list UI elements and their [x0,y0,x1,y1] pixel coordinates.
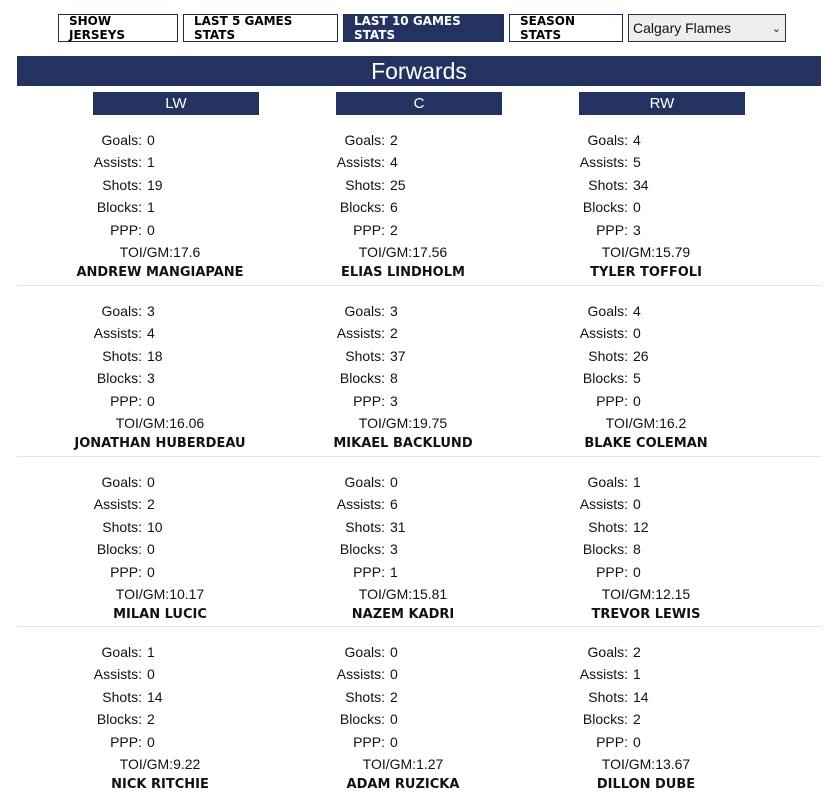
stat-label: Blocks: [96,370,142,387]
stat-row-toi [282,583,524,605]
stat-row-assists [282,151,524,173]
stat-value: 0 [390,711,398,728]
stat-label: Blocks: [96,541,142,558]
stat-row-ppp [282,561,524,583]
stat-row-ppp [39,561,281,583]
stat-row-assists [39,322,281,344]
stat-label: PPP: [110,563,142,580]
player-card [39,129,281,300]
stat-row-goals [39,300,281,322]
stat-value: 0 [147,392,155,409]
team-select[interactable] [628,14,786,42]
stat-label: Blocks: [582,370,628,387]
stat-row-ppp [39,390,281,412]
stat-label: PPP: [353,221,385,238]
player-card [282,641,524,812]
stat-label: Shots: [102,347,142,364]
stat-label: Goals: [101,132,142,148]
line-divider [17,456,821,457]
player-card [39,471,281,642]
stat-row-goals [282,641,524,663]
stat-row-shots [39,516,281,538]
stat-value: 0 [147,666,155,683]
stat-label: PPP: [110,733,142,750]
stat-row-toi [525,412,767,434]
stat-label: Assists: [93,666,142,683]
stat-value: 2 [633,711,641,728]
stat-value: 1 [147,154,155,171]
stat-row-goals [39,471,281,493]
stat-row-ppp [525,390,767,412]
stat-row-blocks [39,367,281,389]
stat-value: 8 [633,541,641,558]
stat-label: TOI/GM: [605,415,660,431]
stat-value: 8 [390,370,398,387]
stat-label: Assists: [336,496,385,513]
stat-row-toi [282,412,524,434]
player-card [525,129,767,300]
player-card [525,300,767,471]
stat-label: Assists: [579,325,628,342]
stat-label: Goals: [587,474,628,490]
player-card [39,641,281,812]
stat-row-toi [525,241,767,263]
stat-label: Goals: [101,303,142,319]
stat-row-shots [39,345,281,367]
stat-row-shots [525,686,767,708]
stat-value: 0 [147,733,155,750]
stat-value: 0 [147,563,155,580]
stat-label: Assists: [336,325,385,342]
stat-value: 0 [390,666,398,683]
stat-row-ppp [39,219,281,241]
stat-value: 6 [390,199,398,216]
stat-value: 0 [147,132,155,148]
stat-row-goals [525,300,767,322]
stat-value: 2 [390,688,398,705]
stat-value: 31 [390,518,406,535]
stat-label: Goals: [587,303,628,319]
stat-label: Assists: [93,154,142,171]
stat-value: 1.27 [416,756,444,772]
player-name[interactable]: MIKAEL BACKLUND [333,436,473,452]
stat-label: Goals: [344,644,385,660]
player-card [282,300,524,471]
stat-label: Shots: [588,176,628,193]
stat-value: 0 [633,563,641,580]
player-card [525,641,767,812]
stat-row-toi [39,241,281,263]
stat-value: 37 [390,347,406,364]
stat-value: 2 [390,325,398,342]
stat-row-blocks [39,538,281,560]
stat-label: Shots: [345,688,385,705]
stat-row-shots [525,516,767,538]
line-divider [17,285,821,286]
stat-label: Blocks: [96,711,142,728]
stat-row-toi [282,753,524,775]
stat-row-ppp [525,219,767,241]
chevron-down-icon: ⌄ [771,22,781,35]
stat-label: TOI/GM: [358,244,413,260]
stat-label: Shots: [102,176,142,193]
player-card [525,471,767,642]
stat-row-goals [525,641,767,663]
stat-label: Blocks: [582,541,628,558]
stat-label: Shots: [345,347,385,364]
stat-value: 5 [633,154,641,171]
line-divider [17,626,821,627]
player-card [282,471,524,642]
stat-value: 4 [147,325,155,342]
stat-row-ppp [39,731,281,753]
stat-label: TOI/GM: [358,586,413,602]
stat-value: 3 [633,221,641,238]
stat-label: TOI/GM: [601,244,656,260]
stat-value: 12 [633,518,649,535]
stat-label: TOI/GM: [601,586,656,602]
stat-value: 2 [147,711,155,728]
stat-value: 16.2 [659,415,687,431]
stat-row-goals [282,471,524,493]
stat-label: TOI/GM: [115,415,170,431]
stat-value: 18 [147,347,163,364]
stat-row-assists [39,663,281,685]
stat-value: 4 [390,154,398,171]
stat-value: 16.06 [169,415,205,431]
stat-label: PPP: [353,392,385,409]
stat-label: PPP: [596,392,628,409]
stat-row-goals [39,641,281,663]
stat-label: Goals: [344,474,385,490]
player-name[interactable]: ANDREW MANGIAPANE [76,265,244,281]
stat-row-blocks [282,196,524,218]
stat-row-ppp [282,219,524,241]
player-name[interactable]: JONATHAN HUBERDEAU [74,436,246,452]
stat-value: 1 [390,563,398,580]
stat-row-ppp [525,731,767,753]
stat-value: 14 [147,688,163,705]
stat-label: Shots: [588,347,628,364]
stat-value: 5 [633,370,641,387]
stat-row-assists [282,322,524,344]
stat-row-toi [39,412,281,434]
stat-row-shots [39,686,281,708]
player-card [39,300,281,471]
stat-value: 15.81 [412,586,448,602]
stat-row-blocks [525,708,767,730]
player-name[interactable]: BLAKE COLEMAN [584,436,708,452]
player-name[interactable]: ADAM RUZICKA [346,777,460,793]
stat-label: PPP: [110,392,142,409]
forward-line-1 [17,129,821,300]
stat-value: 2 [390,132,398,148]
stat-value: 13.67 [655,756,691,772]
stat-label: Assists: [579,154,628,171]
stat-row-goals [525,471,767,493]
forward-line-2 [17,300,821,471]
stat-value: 25 [390,176,406,193]
stat-label: Blocks: [582,711,628,728]
stat-label: PPP: [353,563,385,580]
player-name[interactable]: NICK RITCHIE [111,777,209,793]
stat-value: 0 [390,644,398,660]
stat-row-assists [525,663,767,685]
stat-value: 2 [147,496,155,513]
stat-label: Goals: [101,474,142,490]
show-jerseys-button[interactable]: SHOW JERSEYS [58,14,178,42]
stat-row-toi [39,583,281,605]
stat-label: Goals: [587,644,628,660]
stat-value: 2 [390,221,398,238]
stat-label: Goals: [344,303,385,319]
stat-value: 3 [390,541,398,558]
stat-label: Goals: [344,132,385,148]
stat-value: 3 [390,392,398,409]
stat-value: 1 [633,474,641,490]
stat-value: 10.17 [169,586,205,602]
stat-row-shots [282,174,524,196]
stat-row-ppp [525,561,767,583]
stat-label: PPP: [596,563,628,580]
stat-label: Shots: [345,176,385,193]
stat-row-blocks [525,538,767,560]
stat-row-assists [525,151,767,173]
stat-row-blocks [282,708,524,730]
stat-label: TOI/GM: [601,756,656,772]
stat-value: 6 [390,496,398,513]
player-name[interactable]: DILLON DUBE [596,777,696,793]
stat-value: 10 [147,518,163,535]
stat-value: 0 [147,541,155,558]
stat-value: 19 [147,176,163,193]
player-name[interactable]: TREVOR LEWIS [591,607,701,623]
stat-row-goals [39,129,281,151]
stat-label: Blocks: [339,199,385,216]
stat-value: 26 [633,347,649,364]
stat-row-shots [525,345,767,367]
stat-value: 17.56 [412,244,448,260]
stat-label: Assists: [93,496,142,513]
stat-label: TOI/GM: [358,415,413,431]
position-header-lw: LW [93,92,259,115]
stat-label: Assists: [93,325,142,342]
stat-label: Shots: [588,518,628,535]
stat-row-shots [525,174,767,196]
stat-label: Blocks: [582,199,628,216]
stat-row-shots [39,174,281,196]
stat-value: 0 [633,199,641,216]
stat-value: 3 [390,303,398,319]
player-card [282,129,524,300]
stat-label: PPP: [596,221,628,238]
stat-label: PPP: [353,733,385,750]
stat-label: TOI/GM: [115,586,170,602]
player-name[interactable]: ELIAS LINDHOLM [341,265,465,281]
stat-value: 12.15 [655,586,691,602]
stat-row-ppp [282,390,524,412]
stat-value: 19.75 [412,415,448,431]
stat-label: Goals: [587,132,628,148]
player-name[interactable]: MILAN LUCIC [113,607,207,623]
stat-value: 1 [147,644,155,660]
stat-row-assists [39,493,281,515]
stat-value: 0 [633,496,641,513]
stat-row-toi [525,583,767,605]
stat-value: 0 [147,221,155,238]
stat-row-toi [39,753,281,775]
stat-label: Assists: [579,496,628,513]
stat-label: Blocks: [339,370,385,387]
stat-label: Assists: [579,666,628,683]
stat-row-goals [282,129,524,151]
stat-row-toi [525,753,767,775]
stat-label: Assists: [336,154,385,171]
stat-value: 15.79 [655,244,691,260]
stat-label: PPP: [110,221,142,238]
stat-value: 0 [633,325,641,342]
stat-label: TOI/GM: [362,756,417,772]
stat-label: Shots: [588,688,628,705]
stat-label: TOI/GM: [119,244,174,260]
stat-value: 3 [147,370,155,387]
stat-label: Blocks: [96,199,142,216]
stat-value: 0 [390,474,398,490]
stat-row-ppp [282,731,524,753]
stat-row-blocks [282,538,524,560]
stat-label: Goals: [101,644,142,660]
toolbar [58,14,786,42]
position-header-c: C [336,92,502,115]
stat-row-toi [282,241,524,263]
player-name[interactable]: NAZEM KADRI [351,607,455,623]
stat-value: 1 [147,199,155,216]
stat-value: 2 [633,644,641,660]
stat-value: 0 [633,733,641,750]
section-title: Forwards [17,56,821,86]
stat-label: PPP: [596,733,628,750]
stat-label: Shots: [102,688,142,705]
stat-value: 17.6 [173,244,201,260]
stat-value: 14 [633,688,649,705]
stat-value: 4 [633,132,641,148]
stat-label: Assists: [336,666,385,683]
stat-value: 9.22 [173,756,201,772]
stat-row-assists [525,493,767,515]
stat-label: TOI/GM: [119,756,174,772]
stat-label: Blocks: [339,541,385,558]
stat-row-blocks [525,367,767,389]
stat-row-assists [282,663,524,685]
stat-row-goals [282,300,524,322]
stat-row-blocks [39,708,281,730]
stat-row-blocks [525,196,767,218]
stat-value: 0 [633,392,641,409]
season-stats-button[interactable]: SEASON STATS [509,14,623,42]
stat-row-shots [282,345,524,367]
stat-row-blocks [282,367,524,389]
stat-row-goals [525,129,767,151]
stat-value: 0 [390,733,398,750]
stat-row-assists [525,322,767,344]
stat-label: Shots: [345,518,385,535]
forward-line-4 [17,641,821,812]
stat-row-assists [282,493,524,515]
stat-value: 4 [633,303,641,319]
stat-label: Shots: [102,518,142,535]
stat-value: 3 [147,303,155,319]
last-10-games-button[interactable]: LAST 10 GAMES STATS [343,14,504,42]
stat-value: 34 [633,176,649,193]
stat-row-shots [282,516,524,538]
stat-row-shots [282,686,524,708]
player-name[interactable]: TYLER TOFFOLI [590,265,702,281]
team-select-value: Calgary Flames [633,20,732,36]
last-5-games-button[interactable]: LAST 5 GAMES STATS [183,14,338,42]
stat-label: Blocks: [339,711,385,728]
stat-value: 1 [633,666,641,683]
stat-row-blocks [39,196,281,218]
stat-row-assists [39,151,281,173]
stat-value: 0 [147,474,155,490]
position-header-rw: RW [579,92,745,115]
forward-line-3 [17,471,821,642]
